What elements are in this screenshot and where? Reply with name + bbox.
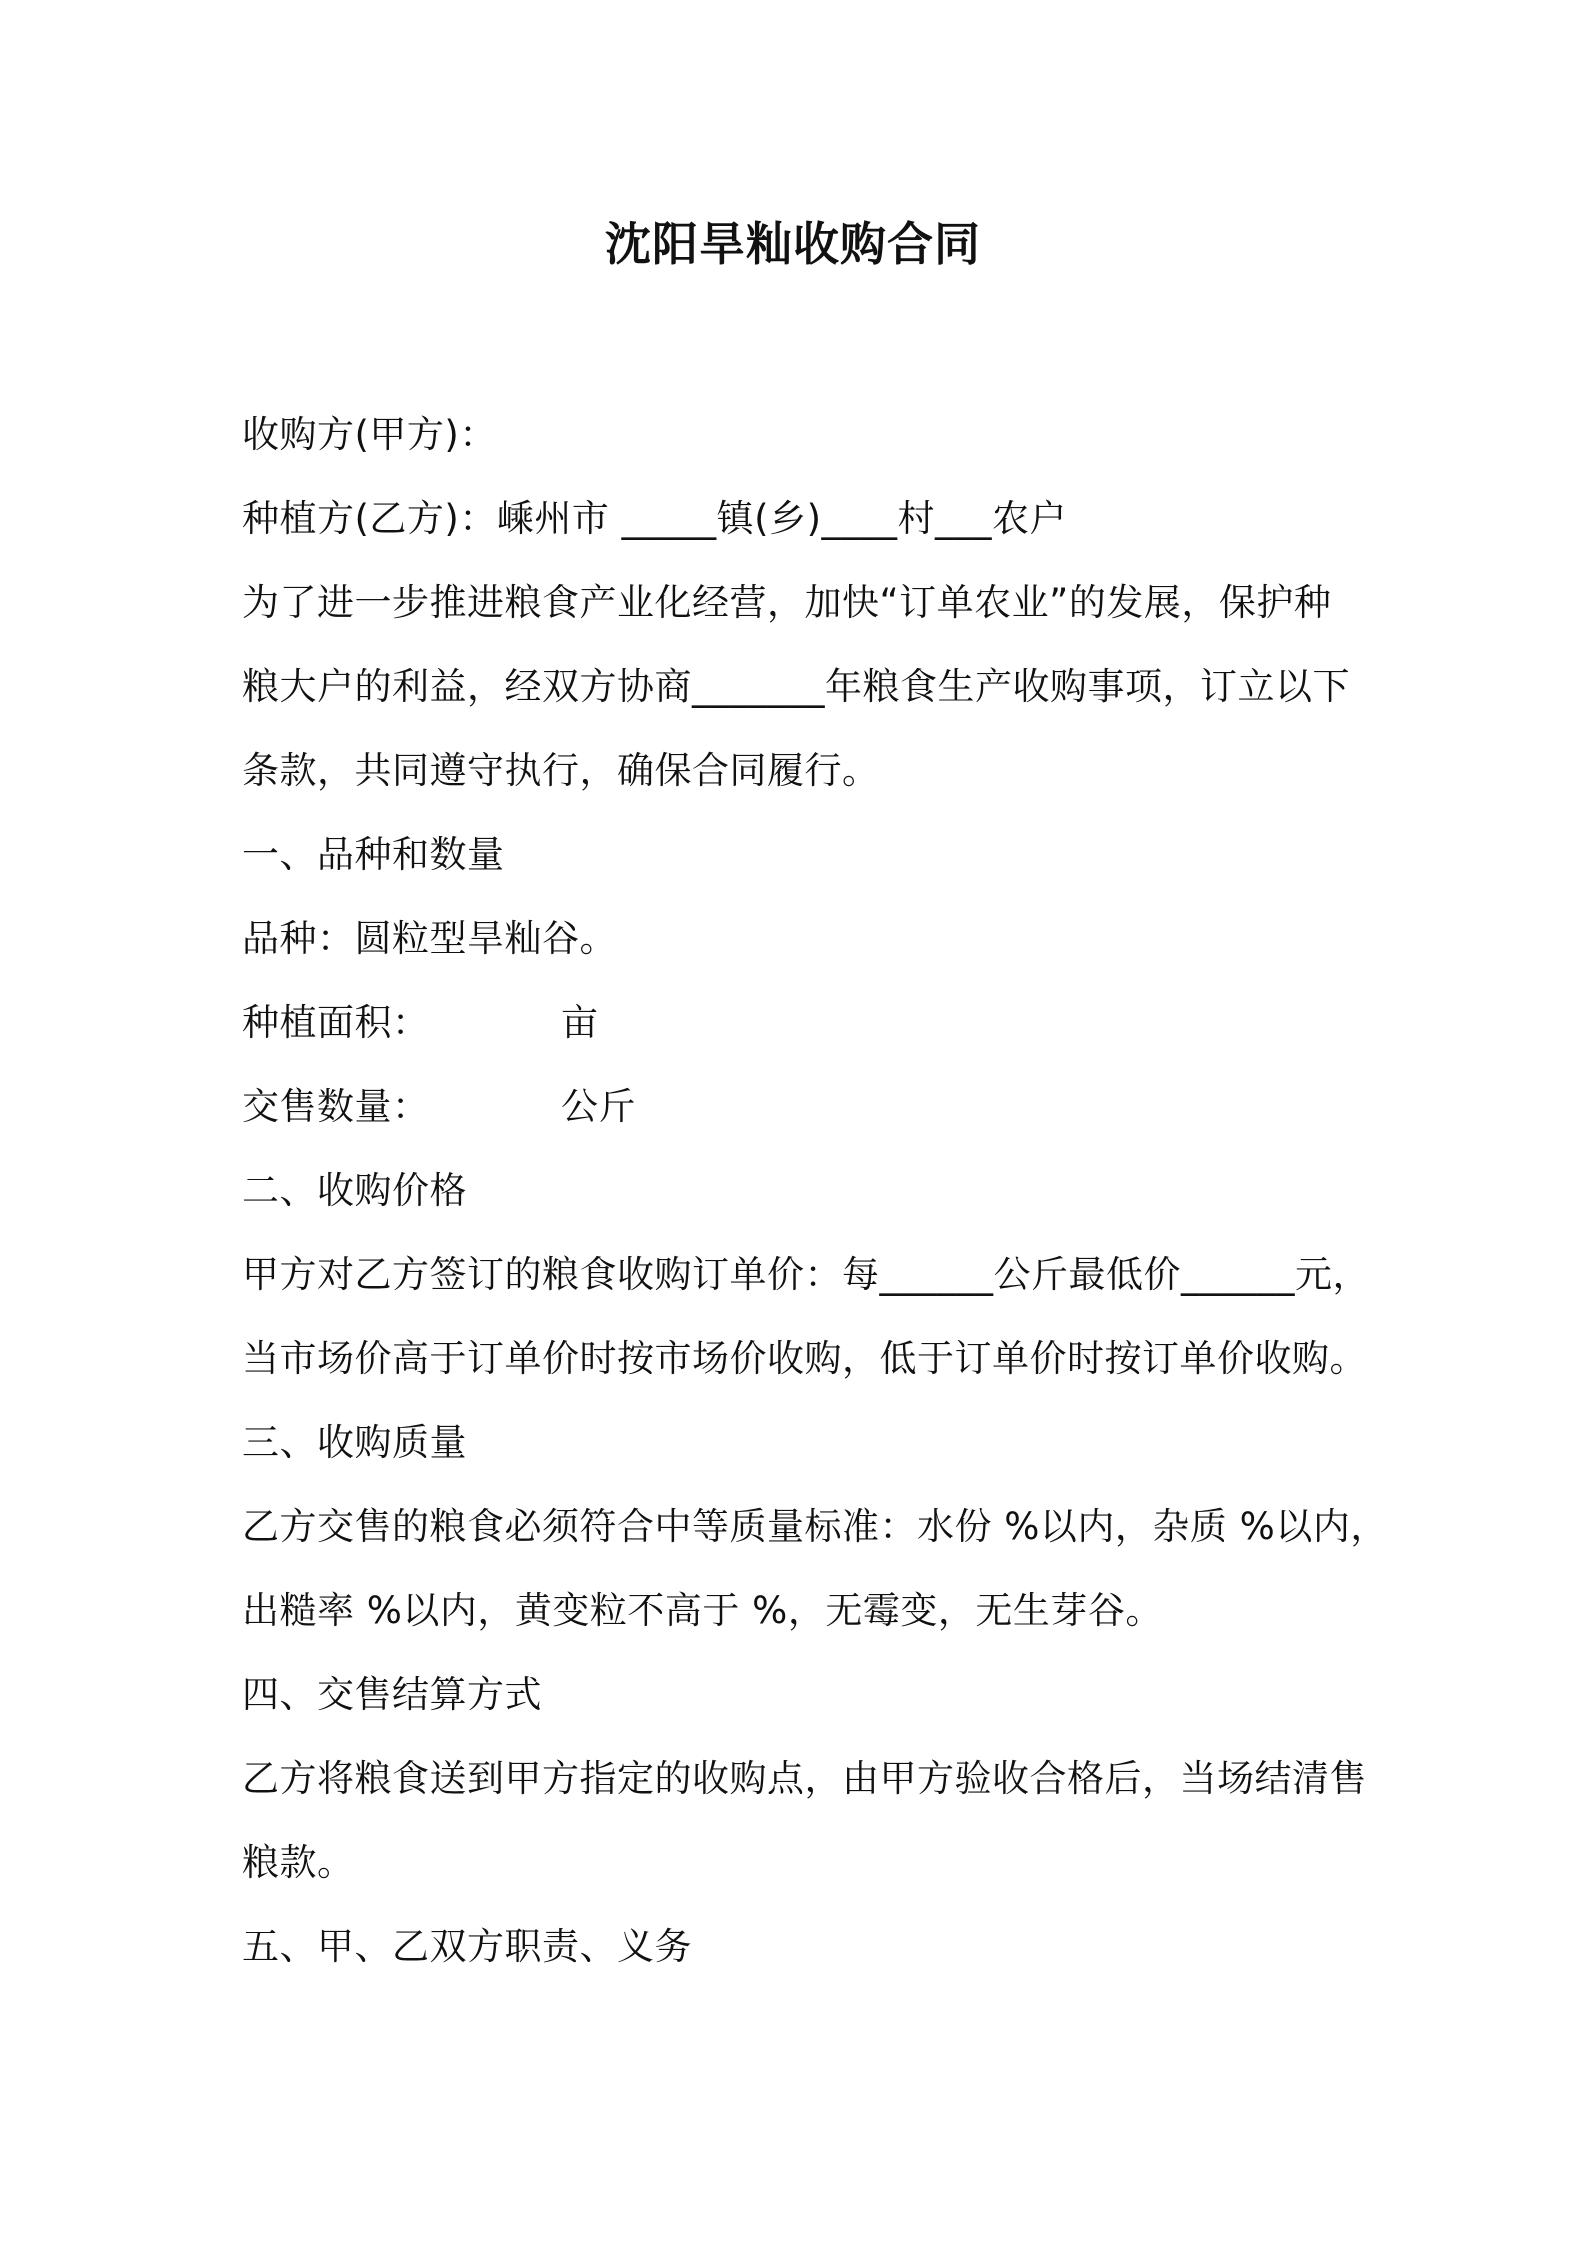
preamble-line-3: 条款，共同遵守执行，确保合同履行。	[242, 749, 880, 792]
grower-party-line: 种植方(乙方)：嵊州市 _____镇(乡)____村___农户	[242, 497, 1068, 540]
settlement-line-2: 粮款。	[242, 1841, 355, 1884]
quality-line-1: 乙方交售的粮食必须符合中等质量标准：水份 %以内，杂质 %以内，	[242, 1505, 1388, 1548]
preamble-line-2: 粮大户的利益，经双方协商_______年粮食生产收购事项，订立以下	[242, 665, 1350, 708]
variety-line: 品种：圆粒型旱籼谷。	[242, 917, 617, 960]
price-line-1: 甲方对乙方签订的粮食收购订单价：每______公斤最低价______元，	[242, 1253, 1370, 1296]
section-heading-variety-quantity: 一、品种和数量	[242, 833, 505, 876]
document-title: 沈阳旱籼收购合同	[605, 217, 981, 271]
section-heading-duties: 五、甲、乙双方职责、义务	[242, 1925, 692, 1968]
sale-quantity-line: 交售数量： 公斤	[242, 1085, 636, 1128]
settlement-line-1: 乙方将粮食送到甲方指定的收购点，由甲方验收合格后，当场结清售	[242, 1757, 1367, 1800]
quality-line-2: 出糙率 %以内，黄变粒不高于 %，无霉变，无生芽谷。	[242, 1589, 1163, 1632]
preamble-line-1: 为了进一步推进粮食产业化经营，加快“订单农业”的发展，保护种	[242, 581, 1332, 624]
section-heading-quality: 三、收购质量	[242, 1421, 467, 1464]
section-heading-settlement: 四、交售结算方式	[242, 1673, 542, 1716]
planting-area-line: 种植面积： 亩	[242, 1001, 599, 1044]
section-heading-price: 二、收购价格	[242, 1169, 467, 1212]
buyer-party-line: 收购方(甲方)：	[242, 413, 497, 456]
price-line-2: 当市场价高于订单价时按市场价收购，低于订单价时按订单价收购。	[242, 1337, 1367, 1380]
